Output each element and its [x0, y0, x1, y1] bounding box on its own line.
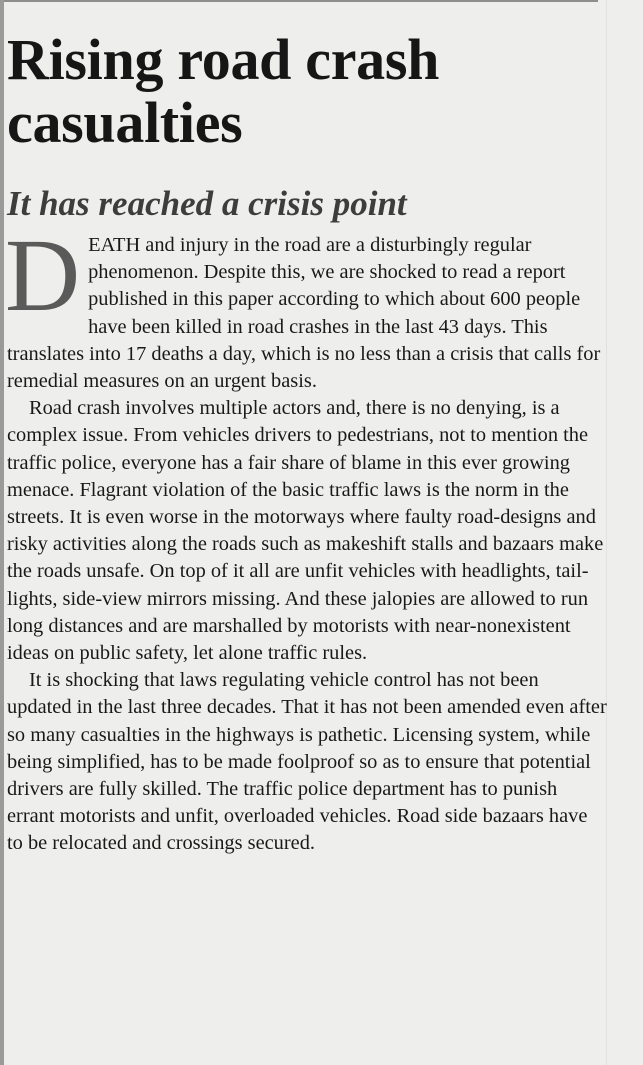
article-paragraph-2: Road crash involves multiple actors and, there is no denying, is a complex issue. From vehicles drivers to pedestrians, not to mention the traffic police, everyone has a fair share of blame in this ever growing menace. Flagrant violation of the basic traffic laws is the norm in the streets. It is even worse in the motorways where faulty road-designs and risky activities along the roads such as makeshift stalls and bazaars make the roads unsafe. On top of it all are unfit vehicles with headlights, tail-lights, side-view mirrors missing. And these jalopies are allowed to run long distances and are marshalled by motorists with near-nonexistent ideas on public safety, let alone traffic rules. [7, 397, 604, 665]
article-subheadline: It has reached a crisis point [7, 184, 407, 223]
article-headline: Rising road crash casualties [7, 27, 440, 155]
left-edge-rule [0, 0, 4, 1065]
paragraph-1-text: EATH and injury in the road are a disturbingly regular phenomenon. Despite this, we are shocked to read a report published in this paper according to which about 600 people have been killed in road crashes in the last 43 days. This translates into 17 deaths a day, which is no less than a crisis that calls for remedial measures on an urgent basis. [7, 234, 601, 393]
article-paragraph-1 [5, 218, 607, 395]
top-rule [4, 0, 598, 2]
drop-cap: D [5, 218, 81, 333]
article-paragraph-3: It is shocking that laws regulating vehicle control has not been updated in the last three decades. That it has not been amended even after so many casualties in the highways is pathetic. Licensing system, while being simplified, has to be made foolproof so as to ensure that potential drivers are fully skilled. The traffic police department has to punish errant motorists and unfit, overloaded vehicles. Road side bazaars have to be relocated and crossings secured. [7, 669, 607, 855]
article-body [5, 218, 607, 858]
